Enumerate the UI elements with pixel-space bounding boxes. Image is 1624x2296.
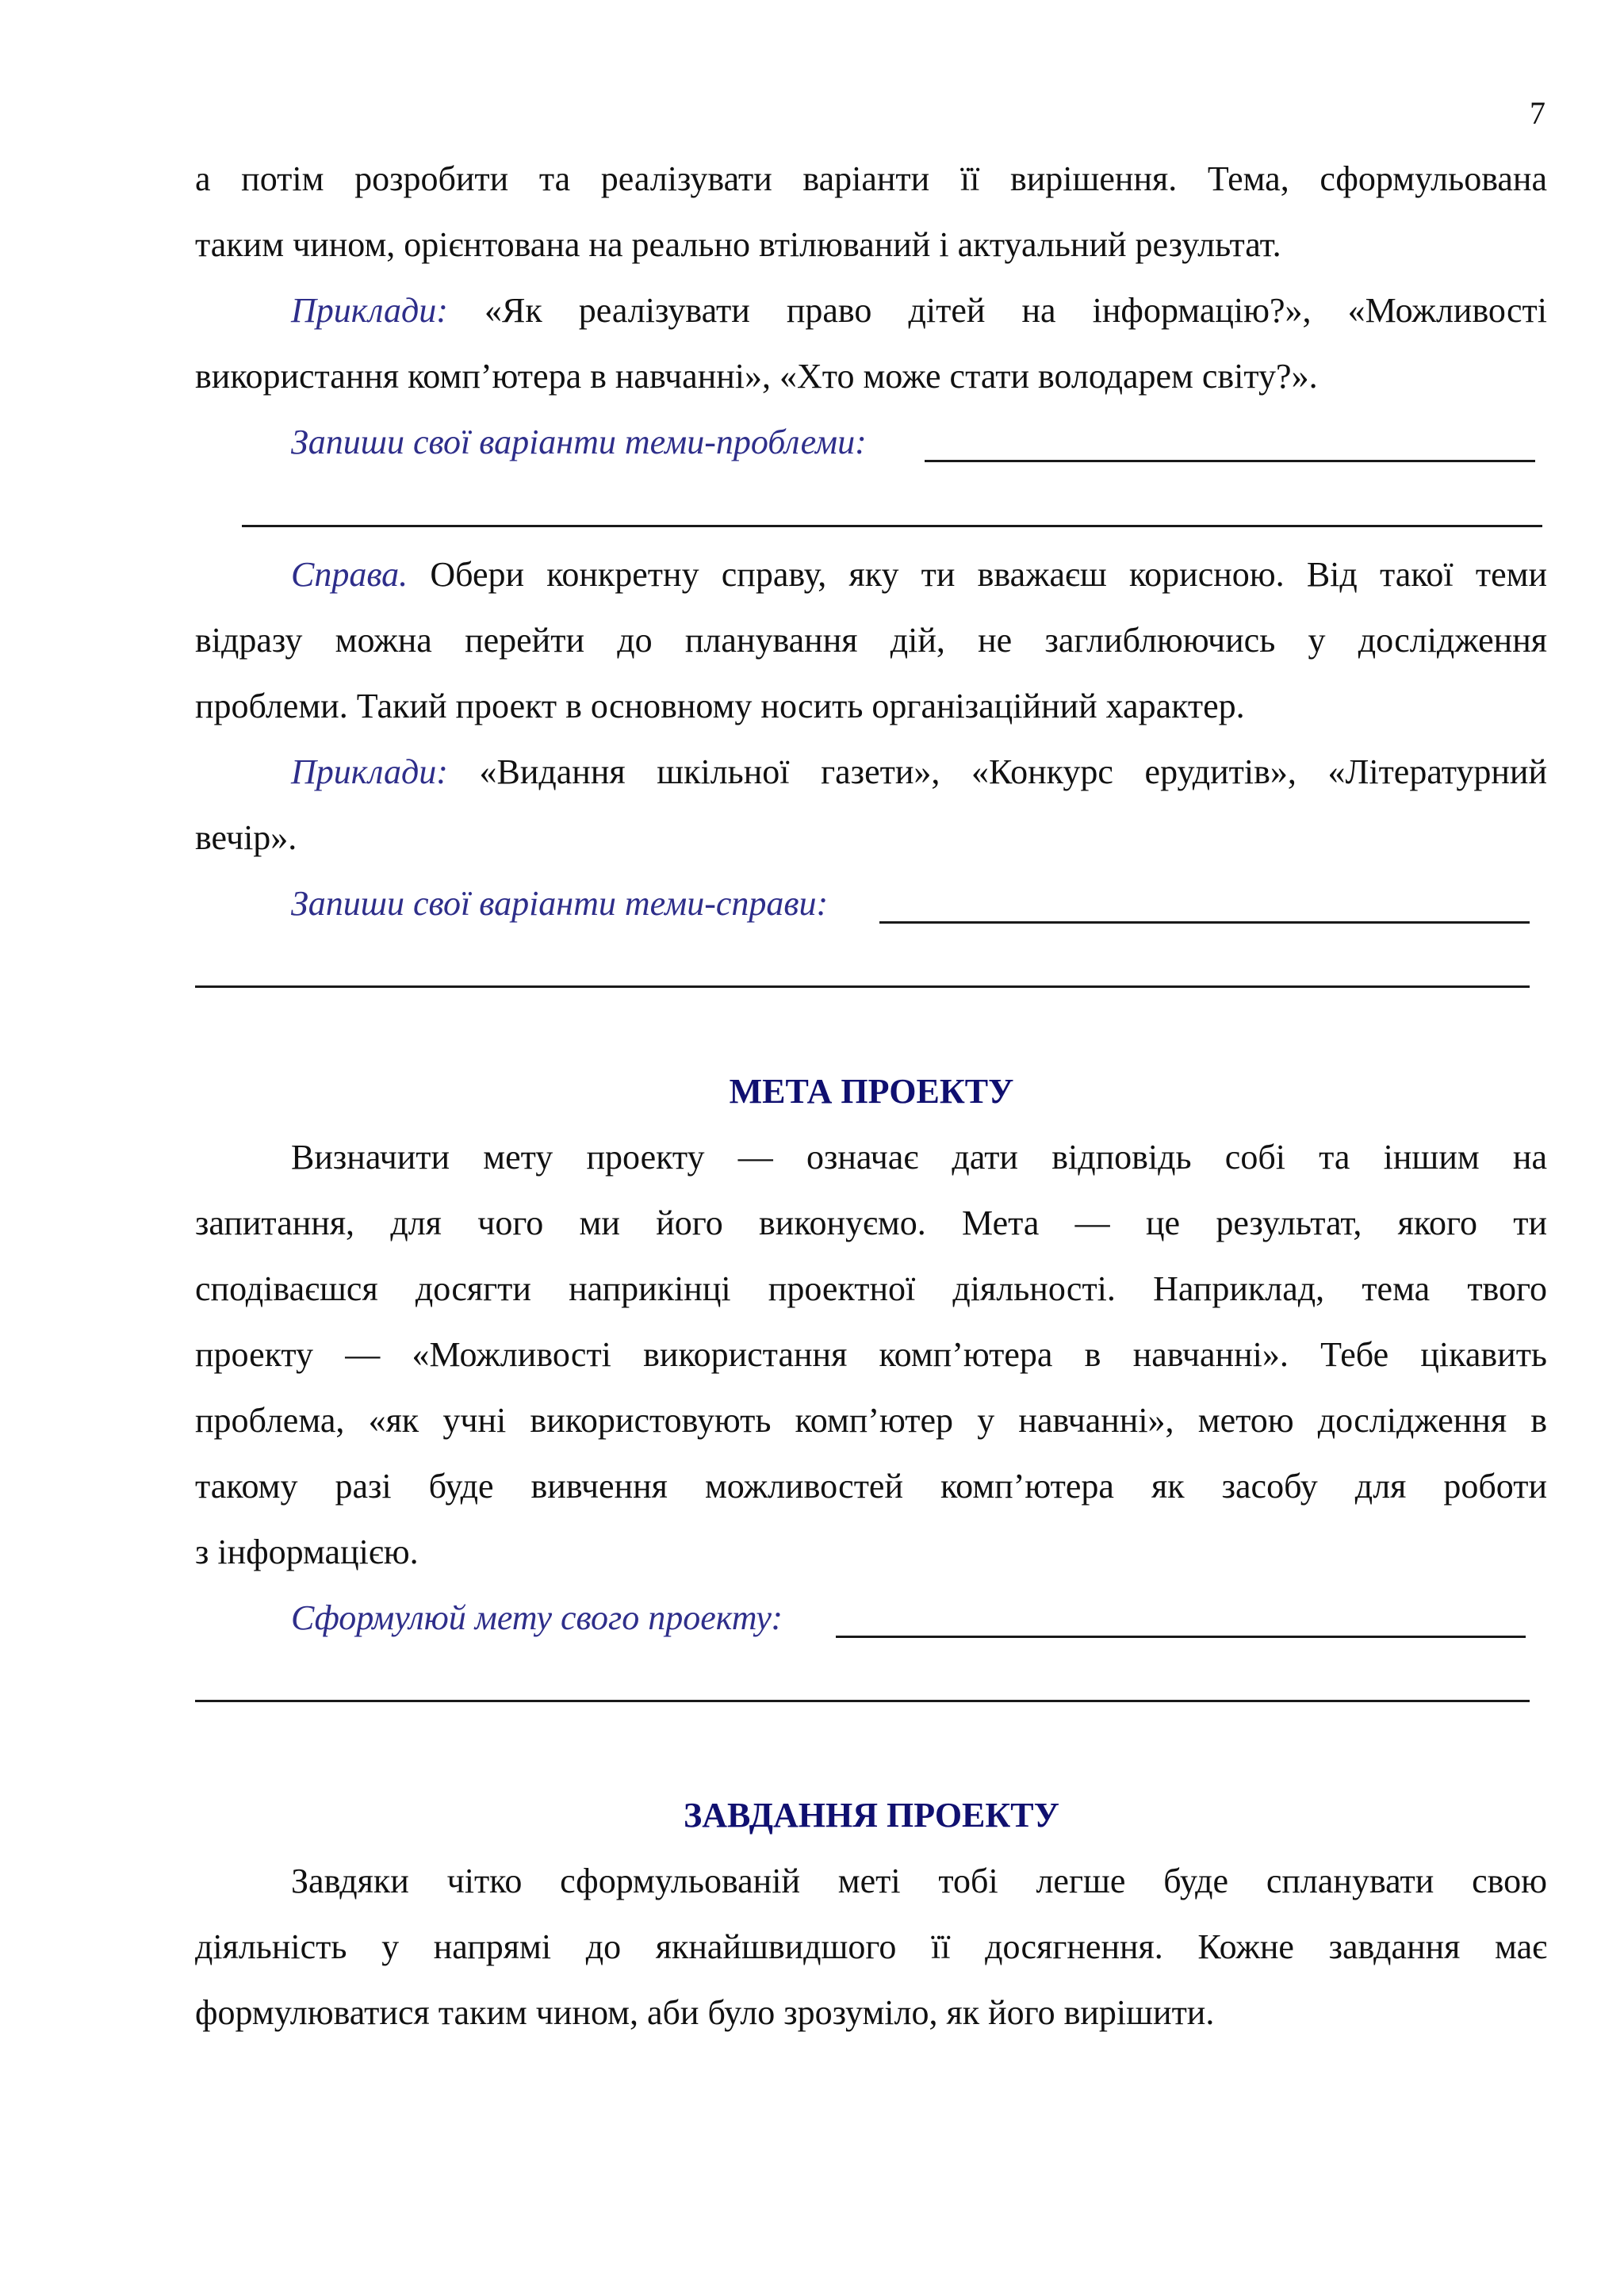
goal-text-line: Визначити мету проекту — означає дати відповідь собі та іншим на xyxy=(291,1138,1547,1177)
goal-prompt: Сформулюй мету свого проекту: xyxy=(291,1598,783,1637)
tasks-text-line: діяльність у напрямі до якнайшвидшого її досягнення. Кожне завдання має xyxy=(195,1927,1547,1966)
examples-text-line: використання комп’ютера в навчанні», «Хто може стати володарем світу?». xyxy=(195,357,1318,396)
goal-text-line: проекту — «Можливості використання комп’ютера в навчанні». Тебе цікавить xyxy=(195,1335,1547,1374)
examples-label: Приклади: xyxy=(291,291,448,330)
goal-prompt-line xyxy=(291,1594,1547,1642)
case-answer-blank-2[interactable] xyxy=(195,985,1530,988)
goal-answer-blank[interactable] xyxy=(836,1636,1526,1638)
body-text-line: проблеми. Такий проект в основному носить організаційний характер. xyxy=(195,687,1245,725)
goal-text-line: запитання, для чого ми його виконуємо. Мета — це результат, якого ти xyxy=(195,1203,1547,1242)
tasks-text-line: Завдяки чітко сформульованій меті тобі легше буде спланувати свою xyxy=(291,1862,1547,1900)
goal-text-line: такому разі буде вивчення можливостей комп’ютера як засобу для роботи xyxy=(195,1467,1547,1506)
problem-prompt: Запиши свої варіанти теми-проблеми: xyxy=(291,423,867,461)
page-number: 7 xyxy=(1530,95,1545,131)
case-text: Обери конкретну справу, яку ти вважаєш корисною. Від такої теми xyxy=(430,555,1548,594)
problem-answer-blank-2[interactable] xyxy=(242,525,1542,527)
problem-answer-blank[interactable] xyxy=(925,460,1535,462)
body-text-line: а потім розробити та реалізувати варіанти її вирішення. Тема, сформульована xyxy=(195,159,1547,198)
examples-label: Приклади: xyxy=(291,752,448,791)
examples-text: «Як реалізувати право дітей на інформацію?», «Можливості xyxy=(484,291,1548,330)
case-line xyxy=(291,551,1547,599)
problem-prompt-line xyxy=(291,419,1547,466)
case-prompt: Запиши свої варіанти теми-справи: xyxy=(291,884,829,923)
examples-line xyxy=(291,748,1547,796)
case-answer-blank[interactable] xyxy=(879,921,1530,924)
goal-text-line: з інформацією. xyxy=(195,1533,419,1571)
body-text-line: таким чином, орієнтована на реально втілюваний і актуальний результат. xyxy=(195,225,1281,264)
case-prompt-line xyxy=(291,880,1547,928)
goal-heading: МЕТА ПРОЕКТУ xyxy=(729,1072,1014,1111)
goal-text-line: проблема, «як учні використовують комп’ютер у навчанні», метою дослідження в xyxy=(195,1401,1547,1440)
body-text-line: відразу можна перейти до планування дій, не заглиблюючись у дослідження xyxy=(195,621,1547,660)
examples-line xyxy=(291,287,1547,335)
examples-text: «Видання шкільної газети», «Конкурс ерудитів», «Літературний xyxy=(479,752,1548,791)
goal-answer-blank-2[interactable] xyxy=(195,1700,1530,1702)
examples-text-line: вечір». xyxy=(195,818,297,857)
tasks-text-line: формулюватися таким чином, аби було зрозуміло, як його вирішити. xyxy=(195,1993,1215,2032)
tasks-heading: ЗАВДАННЯ ПРОЕКТУ xyxy=(684,1796,1059,1835)
goal-text-line: сподіваєшся досягти наприкінці проектної діяльності. Наприклад, тема твого xyxy=(195,1269,1547,1308)
case-label: Справа. xyxy=(291,555,408,594)
